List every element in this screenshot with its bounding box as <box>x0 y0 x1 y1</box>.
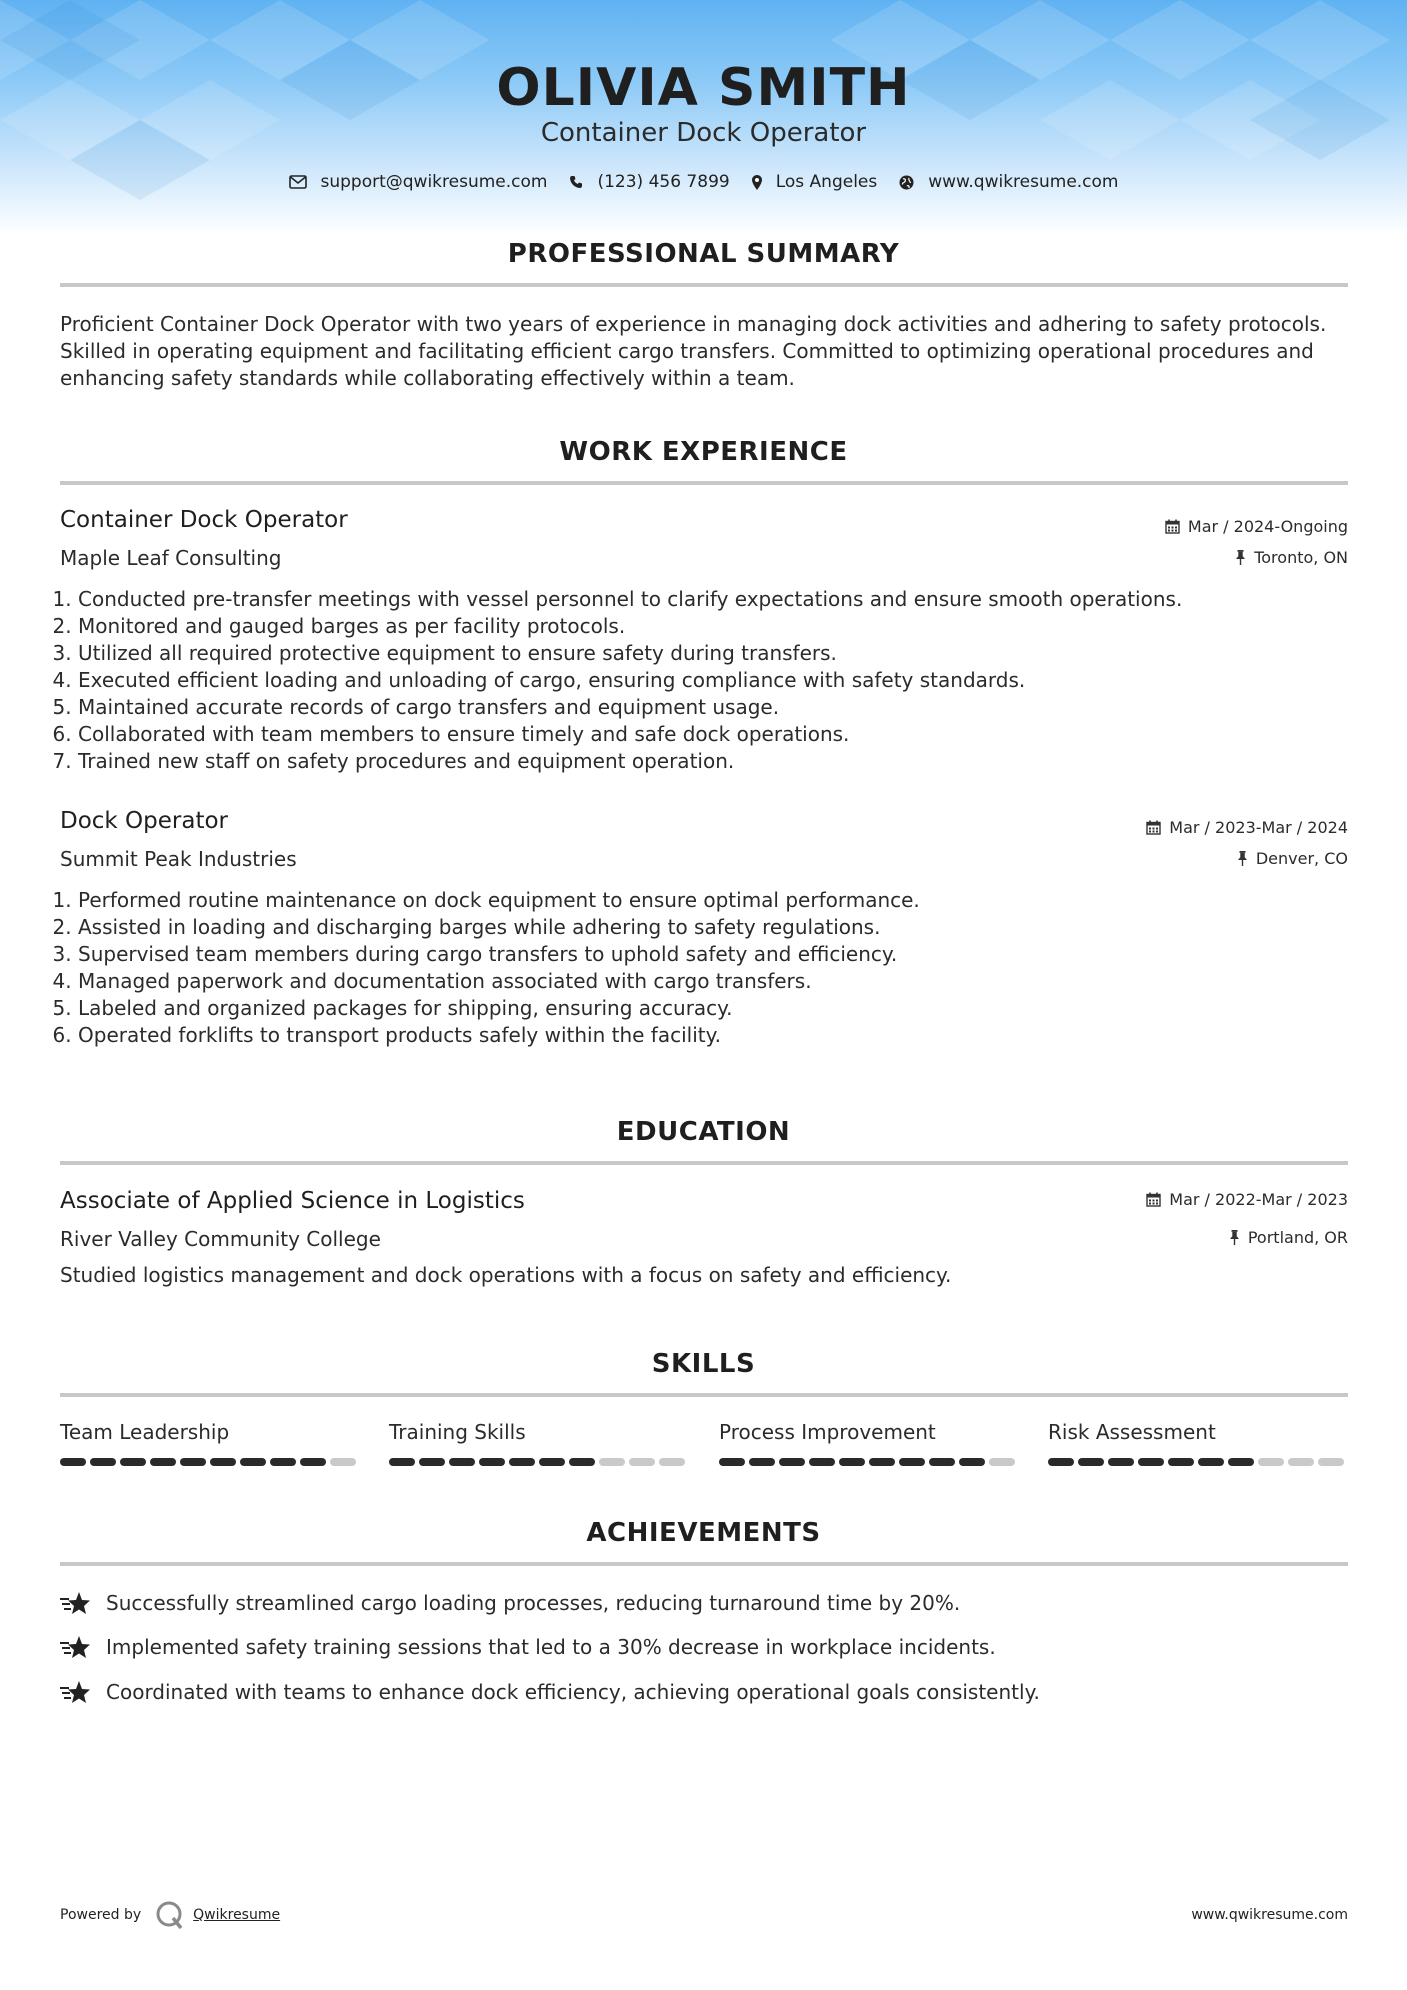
skill-dot-filled <box>809 1458 835 1466</box>
contact-email-text: support@qwikresume.com <box>320 172 548 192</box>
calendar-icon <box>1165 519 1180 534</box>
envelope-icon <box>289 175 307 189</box>
duty-item: 4. Managed paperwork and documentation associated with cargo transfers. <box>78 968 1378 995</box>
duty-item: 2. Assisted in loading and discharging barges while adhering to safety regulations. <box>78 914 1378 941</box>
calendar-icon <box>1146 1192 1161 1207</box>
skill-dot-filled <box>90 1458 116 1466</box>
summary-heading: PROFESSIONAL SUMMARY <box>507 239 900 269</box>
job-location <box>1235 548 1348 567</box>
duty-item: 6. Collaborated with team members to ensure timely and safe dock operations. <box>78 721 1378 748</box>
qwikresume-logo-icon <box>155 1900 187 1930</box>
pushpin-icon <box>1237 851 1248 866</box>
skill-dot-filled <box>1048 1458 1074 1466</box>
skill-dot-filled <box>839 1458 865 1466</box>
job-title: Container Dock Operator <box>60 507 348 533</box>
skill-dot-filled <box>959 1458 985 1466</box>
work-divider <box>60 481 1348 485</box>
skill-dot-filled <box>869 1458 895 1466</box>
skill-item <box>719 1420 1019 1466</box>
globe-icon <box>899 175 914 190</box>
skill-level-meter <box>719 1458 1019 1466</box>
footer-website[interactable]: www.qwikresume.com <box>1191 1907 1348 1923</box>
contact-email[interactable] <box>289 172 548 192</box>
duty-item: 3. Utilized all required protective equipment to ensure safety during transfers. <box>78 640 1378 667</box>
skill-name: Process Improvement <box>719 1420 936 1444</box>
contact-phone-text: (123) 456 7899 <box>597 172 730 192</box>
contact-location <box>752 172 878 192</box>
skill-dot-filled <box>1168 1458 1194 1466</box>
job-dates <box>1146 818 1348 837</box>
duty-item: 5. Maintained accurate records of cargo transfers and equipment usage. <box>78 694 1378 721</box>
achievement-text: Implemented safety training sessions that led to a 30% decrease in workplace incidents. <box>106 1635 996 1659</box>
job-company: Maple Leaf Consulting <box>60 546 282 570</box>
education-location <box>1229 1228 1348 1247</box>
skill-dot-filled <box>719 1458 745 1466</box>
contact-location-text: Los Angeles <box>775 172 878 192</box>
star-icon <box>60 1679 92 1705</box>
education-dates <box>1146 1190 1348 1209</box>
job-duties-list <box>0 586 1378 775</box>
duty-item: 4. Executed efficient loading and unloading of cargo, ensuring compliance with safety standards. <box>78 667 1378 694</box>
skill-dot-filled <box>1198 1458 1224 1466</box>
education-divider <box>60 1161 1348 1165</box>
skill-dot-empty <box>629 1458 655 1466</box>
skill-dot-filled <box>1108 1458 1134 1466</box>
skill-dot-filled <box>569 1458 595 1466</box>
job-dates-text: Mar / 2023-Mar / 2024 <box>1169 818 1348 837</box>
skill-dot-filled <box>929 1458 955 1466</box>
skill-item <box>1048 1420 1348 1466</box>
education-description: Studied logistics management and dock operations with a focus on safety and efficiency. <box>60 1263 952 1287</box>
skill-dot-filled <box>300 1458 326 1466</box>
skill-dot-empty <box>1318 1458 1344 1466</box>
contact-website-text: www.qwikresume.com <box>928 172 1119 192</box>
skill-dot-empty <box>989 1458 1015 1466</box>
pushpin-icon <box>1229 1230 1240 1245</box>
contact-website[interactable] <box>899 172 1118 192</box>
skill-dot-filled <box>749 1458 775 1466</box>
contact-phone[interactable] <box>569 172 729 192</box>
skill-dot-empty <box>330 1458 356 1466</box>
duty-item: 1. Performed routine maintenance on dock equipment to ensure optimal performance. <box>78 887 1378 914</box>
skills-divider <box>60 1393 1348 1397</box>
job-dates <box>1165 517 1348 536</box>
skill-dot-filled <box>1078 1458 1104 1466</box>
job-company: Summit Peak Industries <box>60 847 297 871</box>
skill-dot-filled <box>120 1458 146 1466</box>
job-location-text: Denver, CO <box>1255 849 1348 868</box>
skill-dot-filled <box>779 1458 805 1466</box>
job-title: Dock Operator <box>60 808 229 834</box>
skill-dot-empty <box>1288 1458 1314 1466</box>
skill-level-meter <box>389 1458 689 1466</box>
summary-text: Proficient Container Dock Operator with two years of experience in managing dock activities and adhering to safety protocols. Skilled in operating equipment and facilitating efficient cargo transfers. Committed to optimizing operational procedures and enhancing safety standards while collaborating effectively within a team. <box>60 312 1327 390</box>
duty-item: 1. Conducted pre-transfer meetings with vessel personnel to clarify expectations and ensure smooth operations. <box>78 586 1378 613</box>
skill-item <box>60 1420 360 1466</box>
skill-dot-filled <box>210 1458 236 1466</box>
duty-item: 2. Monitored and gauged barges as per facility protocols. <box>78 613 1378 640</box>
skill-dot-empty <box>1258 1458 1284 1466</box>
job-location-text: Toronto, ON <box>1254 548 1348 567</box>
calendar-icon <box>1146 820 1161 835</box>
achievements-divider <box>60 1562 1348 1566</box>
duty-item: 3. Supervised team members during cargo transfers to uphold safety and efficiency. <box>78 941 1378 968</box>
achievement-item <box>60 1634 996 1660</box>
skill-dot-filled <box>449 1458 475 1466</box>
achievement-item <box>60 1679 1040 1705</box>
achievements-heading: ACHIEVEMENTS <box>586 1518 821 1548</box>
skills-heading: SKILLS <box>651 1349 756 1379</box>
job-duties-list <box>0 887 1378 1049</box>
skill-dot-filled <box>479 1458 505 1466</box>
pushpin-icon <box>1235 550 1246 565</box>
skill-dot-filled <box>1228 1458 1254 1466</box>
resume-header <box>0 0 1407 235</box>
education-dates-text: Mar / 2022-Mar / 2023 <box>1169 1190 1348 1209</box>
skill-name: Risk Assessment <box>1048 1420 1216 1444</box>
duty-item: 7. Trained new staff on safety procedures and equipment operation. <box>78 748 1378 775</box>
skill-dot-filled <box>60 1458 86 1466</box>
map-marker-icon <box>752 175 762 190</box>
skill-name: Team Leadership <box>60 1420 230 1444</box>
candidate-title: Container Dock Operator <box>540 118 867 148</box>
candidate-name: OLIVIA SMITH <box>496 58 911 118</box>
skill-dot-filled <box>419 1458 445 1466</box>
skill-dot-filled <box>389 1458 415 1466</box>
skill-dot-filled <box>240 1458 266 1466</box>
skill-dot-filled <box>509 1458 535 1466</box>
work-heading: WORK EXPERIENCE <box>559 437 848 467</box>
skill-dot-filled <box>270 1458 296 1466</box>
achievement-text: Coordinated with teams to enhance dock efficiency, achieving operational goals consistently. <box>106 1680 1040 1704</box>
skill-name: Training Skills <box>389 1420 526 1444</box>
job-location <box>1237 849 1348 868</box>
star-icon <box>60 1634 92 1660</box>
skill-item <box>389 1420 689 1466</box>
education-school: River Valley Community College <box>60 1227 381 1251</box>
duty-item: 5. Labeled and organized packages for shipping, ensuring accuracy. <box>78 995 1378 1022</box>
achievement-text: Successfully streamlined cargo loading processes, reducing turnaround time by 20%. <box>106 1591 961 1615</box>
duty-item: 6. Operated forklifts to transport products safely within the facility. <box>78 1022 1378 1049</box>
skill-dot-filled <box>899 1458 925 1466</box>
job-dates-text: Mar / 2024-Ongoing <box>1187 517 1348 536</box>
contact-bar <box>0 172 1407 192</box>
powered-by-label: Powered by <box>60 1907 142 1923</box>
skill-dot-filled <box>539 1458 565 1466</box>
achievement-item <box>60 1590 960 1616</box>
skill-dot-empty <box>659 1458 685 1466</box>
summary-divider <box>60 283 1348 287</box>
skill-dot-filled <box>1138 1458 1164 1466</box>
education-degree: Associate of Applied Science in Logistics <box>60 1188 525 1214</box>
star-icon <box>60 1590 92 1616</box>
education-location-text: Portland, OR <box>1247 1228 1348 1247</box>
footer-powered-by <box>60 1900 280 1930</box>
qwikresume-link[interactable]: Qwikresume <box>193 1907 281 1923</box>
skill-level-meter <box>1048 1458 1348 1466</box>
skill-dot-filled <box>180 1458 206 1466</box>
skill-dot-filled <box>150 1458 176 1466</box>
skill-level-meter <box>60 1458 360 1466</box>
education-heading: EDUCATION <box>616 1117 791 1147</box>
phone-icon <box>569 175 583 189</box>
skill-dot-empty <box>599 1458 625 1466</box>
